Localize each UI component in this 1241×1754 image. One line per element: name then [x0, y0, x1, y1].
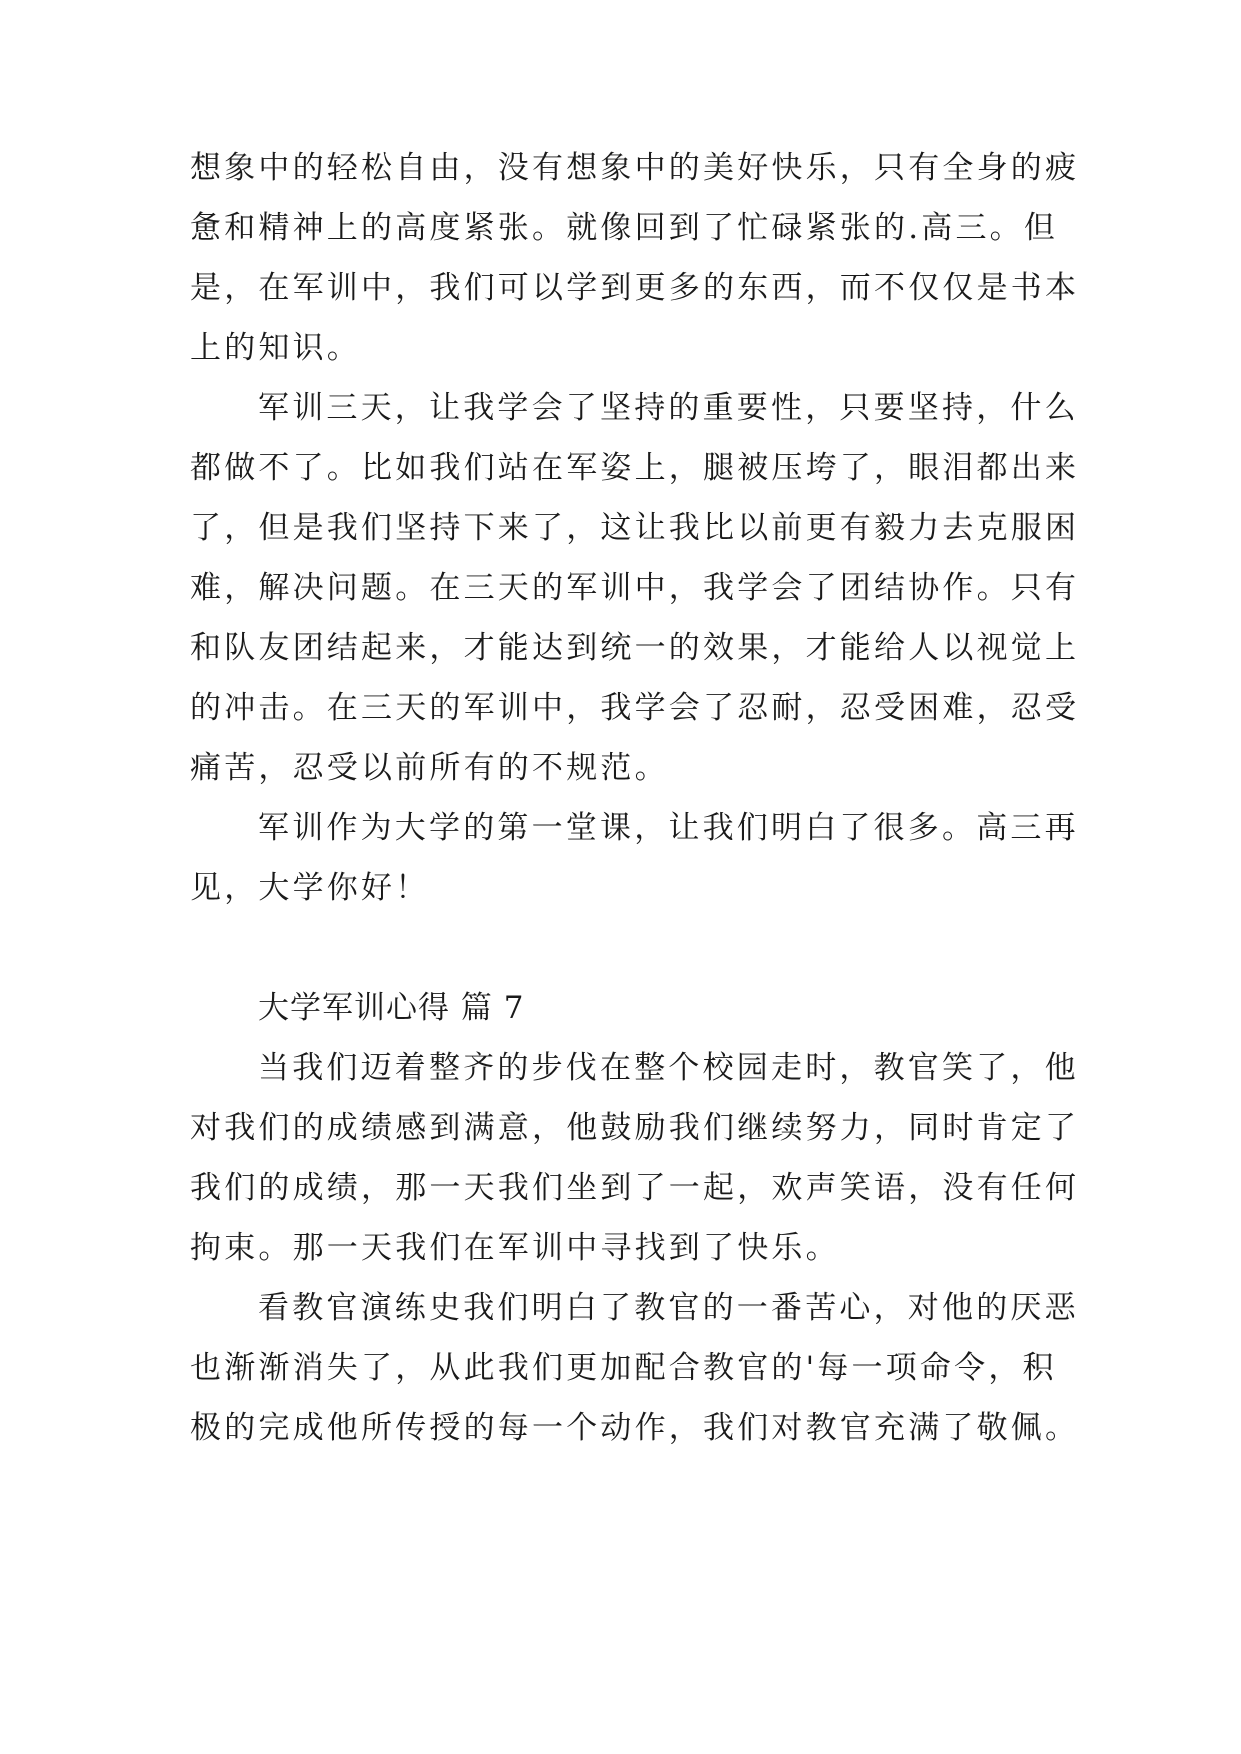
text-line: 军训三天，让我学会了坚持的重要性，只要坚持，什么	[258, 390, 1079, 426]
text-line: 难，解决问题。在三天的军训中，我学会了团结协作。只有	[190, 570, 1080, 606]
text-line: 军训作为大学的第一堂课，让我们明白了很多。高三再	[258, 810, 1079, 846]
text-line: 我们的成绩，那一天我们坐到了一起，欢声笑语，没有任何	[190, 1170, 1080, 1206]
text-line: 也渐渐消失了，从此我们更加配合教官的'每一项命令，积	[190, 1350, 1057, 1386]
text-line: 的冲击。在三天的军训中，我学会了忍耐，忍受困难，忍受	[190, 690, 1080, 726]
text-line: 了，但是我们坚持下来了，这让我比以前更有毅力去克服困	[190, 510, 1080, 546]
text-line: 见，大学你好！	[190, 870, 430, 906]
text-line: 痛苦，忍受以前所有的不规范。	[190, 750, 669, 786]
text-line: 和队友团结起来，才能达到统一的效果，才能给人以视觉上	[190, 630, 1080, 666]
text-line: 是，在军训中，我们可以学到更多的东西，而不仅仅是书本	[190, 270, 1080, 306]
text-line: 当我们迈着整齐的步伐在整个校园走时，教官笑了，他	[258, 1050, 1079, 1086]
text-line: 想象中的轻松自由，没有想象中的美好快乐，只有全身的疲	[190, 150, 1080, 186]
text-line: 极的完成他所传授的每一个动作，我们对教官充满了敬佩。	[190, 1410, 1080, 1446]
text-line: 惫和精神上的高度紧张。就像回到了忙碌紧张的.高三。但	[190, 210, 1059, 246]
text-line: 都做不了。比如我们站在军姿上，腿被压垮了，眼泪都出来	[190, 450, 1080, 486]
text-line: 上的知识。	[190, 330, 361, 366]
text-line: 看教官演练史我们明白了教官的一番苦心，对他的厌恶	[258, 1290, 1079, 1326]
section-heading: 大学军训心得 篇 7	[258, 990, 525, 1026]
text-line: 拘束。那一天我们在军训中寻找到了快乐。	[190, 1230, 840, 1266]
text-line: 对我们的成绩感到满意，他鼓励我们继续努力，同时肯定了	[190, 1110, 1080, 1146]
